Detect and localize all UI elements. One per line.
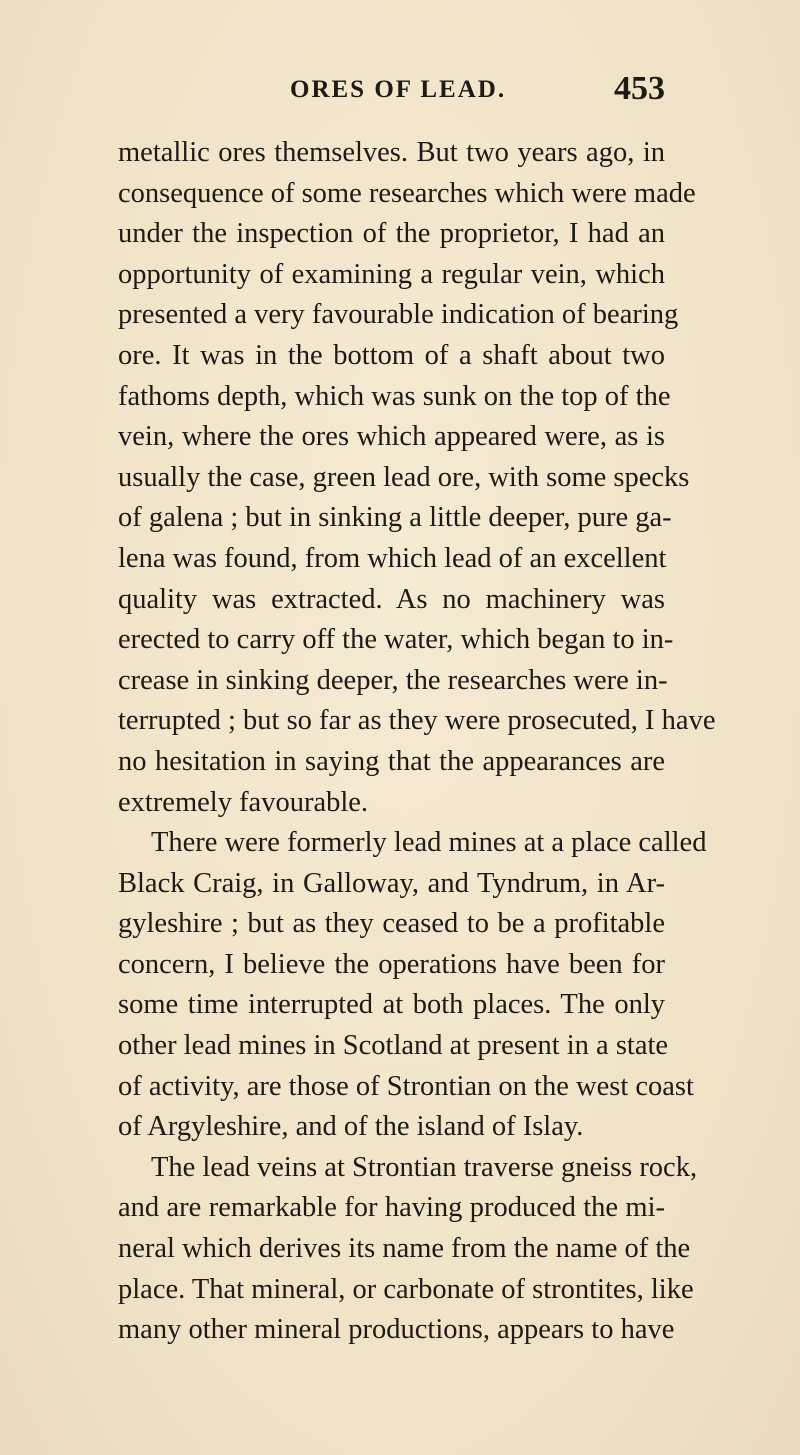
text-line: terrupted ; but so far as they were prosecuted, I have bbox=[118, 705, 716, 737]
text-line: The lead veins at Strontian traverse gneiss rock, bbox=[151, 1151, 698, 1183]
text-line: neral which derives its name from the name of the bbox=[118, 1233, 691, 1265]
text-line: some time interrupted at both places. The only bbox=[118, 989, 665, 1021]
text-line: of activity, are those of Strontian on the west coast bbox=[118, 1070, 694, 1102]
text-line: under the inspection of the proprietor, I had an bbox=[118, 218, 665, 250]
text-line: fathoms depth, which was sunk on the top of the bbox=[118, 380, 671, 412]
text-line: lena was found, from which lead of an excellent bbox=[118, 542, 667, 574]
text-line: extremely favourable. bbox=[118, 786, 369, 818]
text-line: of galena ; but in sinking a little deeper, pure ga- bbox=[118, 502, 672, 534]
text-line: crease in sinking deeper, the researches were in- bbox=[118, 664, 668, 696]
text-line: usually the case, green lead ore, with some specks bbox=[118, 461, 690, 493]
text-line: vein, where the ores which appeared were, as is bbox=[118, 421, 665, 453]
running-title: ORES OF LEAD. bbox=[290, 76, 507, 103]
text-line: quality was extracted. As no machinery was bbox=[118, 583, 665, 615]
text-line: many other mineral productions, appears to have bbox=[118, 1314, 675, 1346]
text-line: gyleshire ; but as they ceased to be a profitable bbox=[118, 908, 665, 940]
text-line: of Argyleshire, and of the island of Islay. bbox=[118, 1111, 584, 1143]
text-line: concern, I believe the operations have been for bbox=[118, 948, 665, 980]
text-line: metallic ores themselves. But two years ago, in bbox=[118, 137, 665, 168]
running-head bbox=[120, 70, 665, 112]
text-line: There were formerly lead mines at a place called bbox=[151, 827, 707, 859]
text-line: and are remarkable for having produced the mi- bbox=[118, 1192, 665, 1224]
text-line: opportunity of examining a regular vein, which bbox=[118, 258, 665, 290]
text-line: ore. It was in the bottom of a shaft about two bbox=[118, 339, 665, 371]
text-line: erected to carry off the water, which began to in- bbox=[118, 624, 674, 656]
text-line: consequence of some researches which were made bbox=[118, 177, 696, 209]
text-line: place. That mineral, or carbonate of strontites, like bbox=[118, 1273, 694, 1305]
text-line: no hesitation in saying that the appearances are bbox=[118, 745, 665, 777]
body-text bbox=[118, 133, 716, 1351]
text-line: other lead mines in Scotland at present in a state bbox=[118, 1030, 669, 1062]
page-number: 453 bbox=[614, 70, 665, 107]
text-line: Black Craig, in Galloway, and Tyndrum, in Ar- bbox=[118, 867, 665, 899]
text-line: presented a very favourable indication of bearing bbox=[118, 299, 679, 331]
